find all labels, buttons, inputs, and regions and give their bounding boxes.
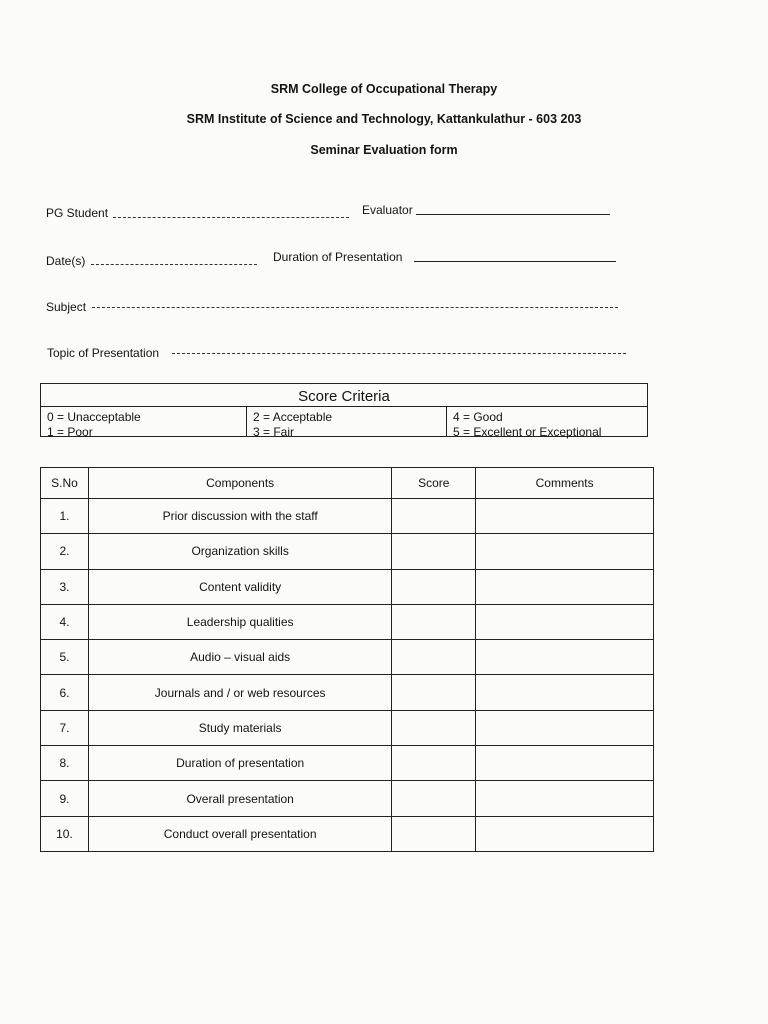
dates-label: Date(s) — [46, 254, 86, 268]
comments-cell[interactable] — [476, 710, 654, 745]
topic-field[interactable] — [172, 353, 626, 354]
comments-cell[interactable] — [476, 781, 654, 816]
comments-cell[interactable] — [476, 499, 654, 534]
header-comments: Comments — [476, 468, 654, 499]
table-row — [41, 604, 654, 639]
row-sno: 3. — [41, 569, 89, 604]
score-cell[interactable] — [392, 604, 476, 639]
table-row — [41, 675, 654, 710]
score-criteria-col-2 — [246, 406, 446, 437]
dates-field[interactable] — [91, 264, 257, 265]
score-1-text: 1 = Poor — [47, 425, 93, 439]
table-row — [41, 816, 654, 851]
row-component: Overall presentation — [88, 781, 391, 816]
row-sno: 7. — [41, 710, 89, 745]
row-sno: 4. — [41, 604, 89, 639]
row-sno: 6. — [41, 675, 89, 710]
comments-cell[interactable] — [476, 746, 654, 781]
row-component: Organization skills — [88, 534, 391, 569]
score-cell[interactable] — [392, 569, 476, 604]
pg-student-label: PG Student — [46, 206, 109, 220]
score-cell[interactable] — [392, 746, 476, 781]
row-sno: 9. — [41, 781, 89, 816]
row-sno: 1. — [41, 499, 89, 534]
table-row — [41, 640, 654, 675]
comments-cell[interactable] — [476, 569, 654, 604]
subject-label: Subject — [46, 300, 87, 314]
table-row — [41, 499, 654, 534]
comments-cell[interactable] — [476, 534, 654, 569]
row-sno: 10. — [41, 816, 89, 851]
table-row — [41, 569, 654, 604]
table-header-row — [41, 468, 654, 499]
header-components: Components — [88, 468, 391, 499]
score-cell[interactable] — [392, 816, 476, 851]
score-4-text: 4 = Good — [453, 410, 503, 424]
subject-field[interactable] — [92, 307, 618, 308]
evaluator-field[interactable] — [416, 214, 610, 215]
comments-cell[interactable] — [476, 604, 654, 639]
score-cell[interactable] — [392, 781, 476, 816]
score-0-text: 0 = Unacceptable — [47, 410, 141, 424]
duration-field[interactable] — [414, 261, 616, 262]
row-component: Prior discussion with the staff — [88, 499, 391, 534]
row-sno: 2. — [41, 534, 89, 569]
row-sno: 5. — [41, 640, 89, 675]
row-sno: 8. — [41, 746, 89, 781]
row-component: Study materials — [88, 710, 391, 745]
row-component: Audio – visual aids — [88, 640, 391, 675]
comments-cell[interactable] — [476, 675, 654, 710]
form-title: Seminar Evaluation form — [310, 143, 458, 157]
score-5-text: 5 = Excellent or Exceptional — [453, 425, 602, 439]
score-criteria-col-1 — [41, 406, 246, 437]
score-cell[interactable] — [392, 499, 476, 534]
evaluator-label: Evaluator — [362, 203, 413, 217]
score-cell[interactable] — [392, 675, 476, 710]
topic-label: Topic of Presentation — [47, 346, 160, 360]
comments-cell[interactable] — [476, 816, 654, 851]
duration-label: Duration of Presentation — [273, 250, 403, 264]
header-sno: S.No — [41, 468, 89, 499]
score-cell[interactable] — [392, 710, 476, 745]
score-2-text: 2 = Acceptable — [253, 410, 333, 424]
score-cell[interactable] — [392, 534, 476, 569]
table-row — [41, 746, 654, 781]
row-component: Leadership qualities — [88, 604, 391, 639]
table-row — [41, 534, 654, 569]
college-name: SRM College of Occupational Therapy — [270, 82, 498, 96]
row-component: Journals and / or web resources — [88, 675, 391, 710]
comments-cell[interactable] — [476, 640, 654, 675]
table-row — [41, 710, 654, 745]
pg-student-field[interactable] — [113, 217, 349, 218]
score-criteria-box — [40, 383, 648, 437]
row-component: Content validity — [88, 569, 391, 604]
row-component: Conduct overall presentation — [88, 816, 391, 851]
header-score: Score — [392, 468, 476, 499]
score-3-text: 3 = Fair — [253, 425, 295, 439]
table-row — [41, 781, 654, 816]
score-criteria-col-3 — [446, 406, 647, 437]
row-component: Duration of presentation — [88, 746, 391, 781]
score-criteria-title: Score Criteria — [298, 388, 390, 405]
institute-name: SRM Institute of Science and Technology, Kattankulathur - 603 203 — [186, 112, 582, 126]
evaluation-table — [40, 467, 654, 852]
score-cell[interactable] — [392, 640, 476, 675]
